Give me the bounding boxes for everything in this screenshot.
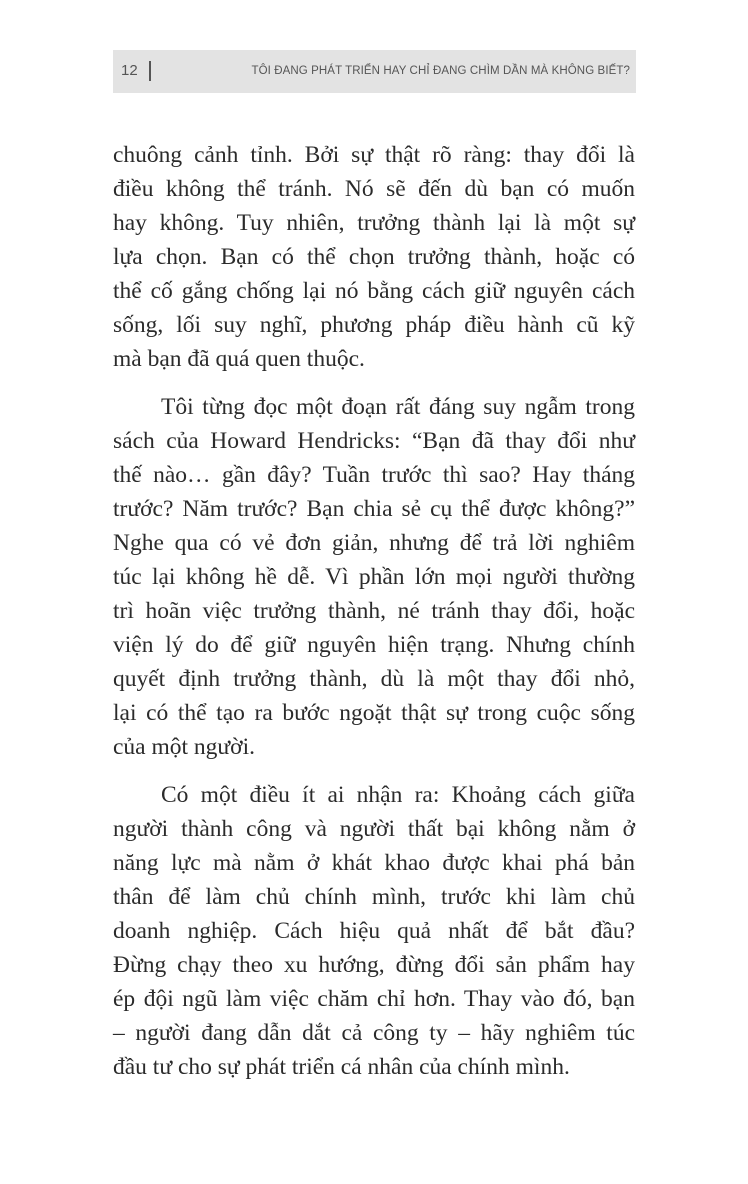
text-line: trì hoãn việc trưởng thành, né tránh thay đổi, hoặc [113, 598, 635, 624]
text-line: đầu tư cho sự phát triển cá nhân của chính mình. [113, 1054, 570, 1080]
text-line: túc lại không hề dễ. Vì phần lớn mọi người thường [113, 564, 635, 590]
text-line: sách của Howard Hendricks: “Bạn đã thay đổi như [113, 428, 635, 454]
paragraph-3 [113, 778, 635, 1084]
header-divider [149, 61, 151, 81]
text-line: Đừng chạy theo xu hướng, đừng đổi sản phẩm hay [113, 952, 635, 978]
text-line: của một người. [113, 734, 255, 760]
page-number: 12 [121, 62, 138, 79]
text-line: năng lực mà nằm ở khát khao được khai phá bản [113, 850, 635, 876]
text-line: sống, lối suy nghĩ, phương pháp điều hành cũ kỹ [113, 312, 635, 338]
text-line: thế nào… gần đây? Tuần trước thì sao? Hay tháng [113, 462, 635, 488]
text-line: thân để làm chủ chính mình, trước khi làm chủ [113, 884, 635, 910]
text-line: Nghe qua có vẻ đơn giản, nhưng để trả lời nghiêm [113, 530, 635, 556]
text-line: ép đội ngũ làm việc chăm chỉ hơn. Thay vào đó, bạn [113, 986, 635, 1012]
body-text [113, 138, 635, 1084]
text-line: Tôi từng đọc một đoạn rất đáng suy ngẫm trong [161, 394, 635, 420]
text-line: mà bạn đã quá quen thuộc. [113, 346, 365, 372]
text-line: thể cố gắng chống lại nó bằng cách giữ nguyên cách [113, 278, 635, 304]
running-title: TÔI ĐANG PHÁT TRIỂN HAY CHỈ ĐANG CHÌM DẦN MÀ KHÔNG BIẾT? [251, 65, 630, 77]
text-line: viện lý do để giữ nguyên hiện trạng. Nhưng chính [113, 632, 635, 658]
text-line: hay không. Tuy nhiên, trưởng thành lại là một sự [113, 210, 635, 236]
text-line: chuông cảnh tỉnh. Bởi sự thật rõ ràng: thay đổi là [113, 142, 635, 168]
paragraph-2 [113, 390, 635, 764]
text-line: quyết định trưởng thành, dù là một thay đổi nhỏ, [113, 666, 635, 692]
text-line: trước? Năm trước? Bạn chia sẻ cụ thể được không?” [113, 496, 635, 522]
text-line: người thành công và người thất bại không nằm ở [113, 816, 635, 842]
text-line: – người đang dẫn dắt cả công ty – hãy nghiêm túc [113, 1020, 635, 1046]
running-header [113, 50, 636, 93]
text-line: lựa chọn. Bạn có thể chọn trưởng thành, hoặc có [113, 244, 635, 270]
text-line: doanh nghiệp. Cách hiệu quả nhất để bắt đầu? [113, 918, 635, 944]
text-line: lại có thể tạo ra bước ngoặt thật sự trong cuộc sống [113, 700, 635, 726]
text-line: điều không thể tránh. Nó sẽ đến dù bạn có muốn [113, 176, 635, 202]
text-line: Có một điều ít ai nhận ra: Khoảng cách giữa [161, 782, 635, 808]
paragraph-1 [113, 138, 635, 376]
